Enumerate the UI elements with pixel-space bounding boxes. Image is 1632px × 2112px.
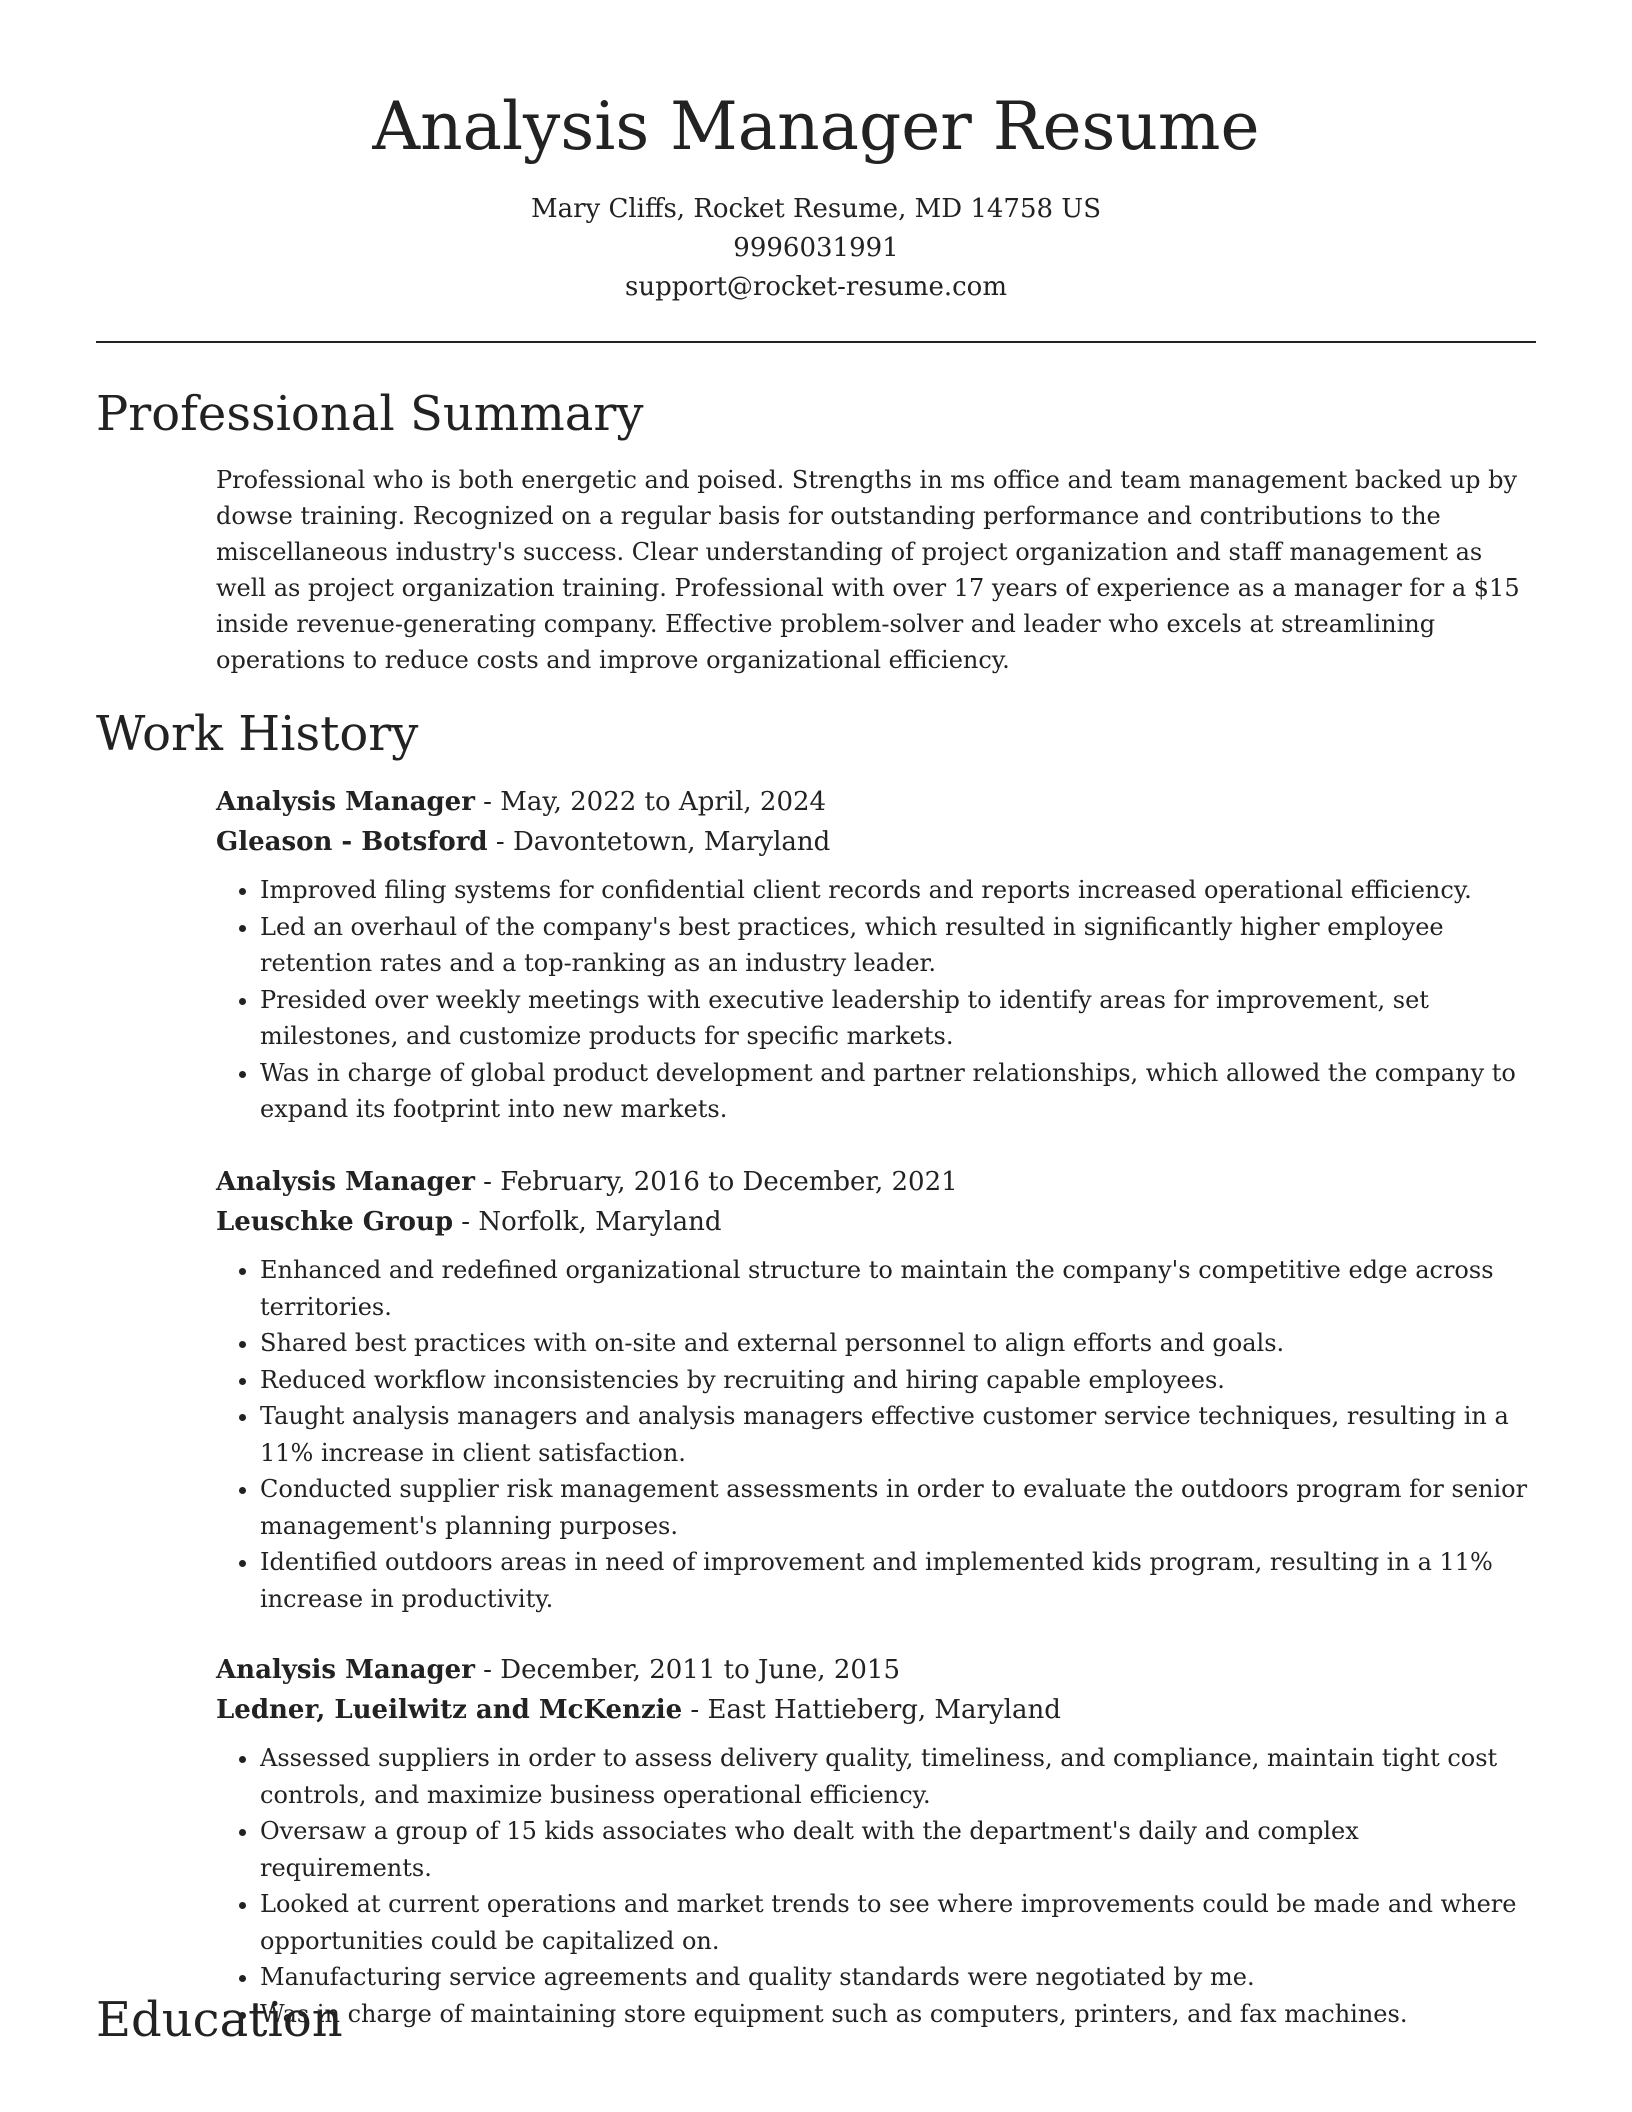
job-entry [216, 1650, 1536, 2032]
contact-email: support@rocket-resume.com [624, 272, 1007, 302]
summary-heading: Professional Summary [96, 386, 644, 442]
job-bullet: • Reduced workflow inconsistencies by recruiting and hiring capable employees. [260, 1362, 1536, 1399]
job-title: Analysis Manager [216, 787, 475, 817]
job-bullets [216, 1252, 1536, 1617]
job-company: Gleason - Botsford [216, 827, 488, 857]
contact-block [0, 190, 1632, 307]
resume-header [0, 0, 1632, 307]
job-bullet: • Improved filing systems for confidential client records and reports increased operational efficiency. [260, 872, 1536, 909]
contact-address: Mary Cliffs, Rocket Resume, MD 14758 US [530, 194, 1102, 224]
job-bullet: • Identified outdoors areas in need of improvement and implemented kids program, resulting in a 11% increase in productivity. [260, 1544, 1536, 1617]
job-dates: - May, 2022 to April, 2024 [474, 787, 827, 817]
job-location: - Norfolk, Maryland [453, 1207, 722, 1237]
job-bullets [216, 872, 1536, 1128]
job-company-line [216, 822, 1536, 862]
job-title-line [216, 1650, 1536, 1690]
job-bullet: • Presided over weekly meetings with executive leadership to identify areas for improvement, set milestones, and customize products for specific markets. [260, 982, 1536, 1055]
job-bullet: • Enhanced and redefined organizational structure to maintain the company's competitive edge across territories. [260, 1252, 1536, 1325]
education-heading: Education [96, 1992, 343, 2048]
job-title-line [216, 782, 1536, 822]
job-entry [216, 782, 1536, 1128]
job-bullet: • Manufacturing service agreements and quality standards were negotiated by me. [260, 1959, 1536, 1996]
job-bullet: • Was in charge of global product development and partner relationships, which allowed the company to expand its footprint into new markets. [260, 1055, 1536, 1128]
job-location: - Davontetown, Maryland [487, 827, 831, 857]
job-title-line [216, 1162, 1536, 1202]
job-bullet: • Oversaw a group of 15 kids associates who dealt with the department's daily and complex requirements. [260, 1813, 1536, 1886]
job-bullet: • Taught analysis managers and analysis managers effective customer service techniques, resulting in a 11% increase in client satisfaction. [260, 1398, 1536, 1471]
job-bullet: • Was in charge of maintaining store equipment such as computers, printers, and fax machines. [260, 1996, 1536, 2033]
contact-phone: 9996031991 [733, 233, 899, 263]
job-bullet: • Assessed suppliers in order to assess delivery quality, timeliness, and compliance, maintain tight cost controls, and maximize business operational efficiency. [260, 1740, 1536, 1813]
summary-text: Professional who is both energetic and poised. Strengths in ms office and team management backed up by dowse training. Recognized on a regular basis for outstanding performance and contributions to the miscellaneous industry's success. Clear understanding of project organization and staff management as well as project organization training. Professional with over 17 years of experience as a manager for a $15 inside revenue-generating company. Effective problem-solver and leader who excels at streamlining operations to reduce costs and improve organizational efficiency. [216, 466, 1520, 674]
job-title: Analysis Manager [216, 1167, 475, 1197]
job-bullet: • Led an overhaul of the company's best practices, which resulted in significantly higher employee retention rates and a top-ranking as an industry leader. [260, 909, 1536, 982]
job-bullets [216, 1740, 1536, 2032]
job-title: Analysis Manager [216, 1655, 475, 1685]
job-dates: - December, 2011 to June, 2015 [474, 1655, 900, 1685]
header-divider [96, 341, 1536, 343]
resume-title: Analysis Manager Resume [372, 88, 1260, 165]
job-company: Ledner, Lueilwitz and McKenzie [216, 1695, 683, 1725]
work-history-heading: Work History [96, 706, 419, 762]
job-location: - East Hattieberg, Maryland [682, 1695, 1061, 1725]
job-company-line [216, 1202, 1536, 1242]
job-bullet: • Looked at current operations and market trends to see where improvements could be made and where opportunities could be capitalized on. [260, 1886, 1536, 1959]
job-bullet: • Shared best practices with on-site and external personnel to align efforts and goals. [260, 1325, 1536, 1362]
job-company: Leuschke Group [216, 1207, 454, 1237]
job-company-line [216, 1690, 1536, 1730]
job-bullet: • Conducted supplier risk management assessments in order to evaluate the outdoors program for senior management's planning purposes. [260, 1471, 1536, 1544]
job-dates: - February, 2016 to December, 2021 [474, 1167, 958, 1197]
job-entry [216, 1162, 1536, 1617]
